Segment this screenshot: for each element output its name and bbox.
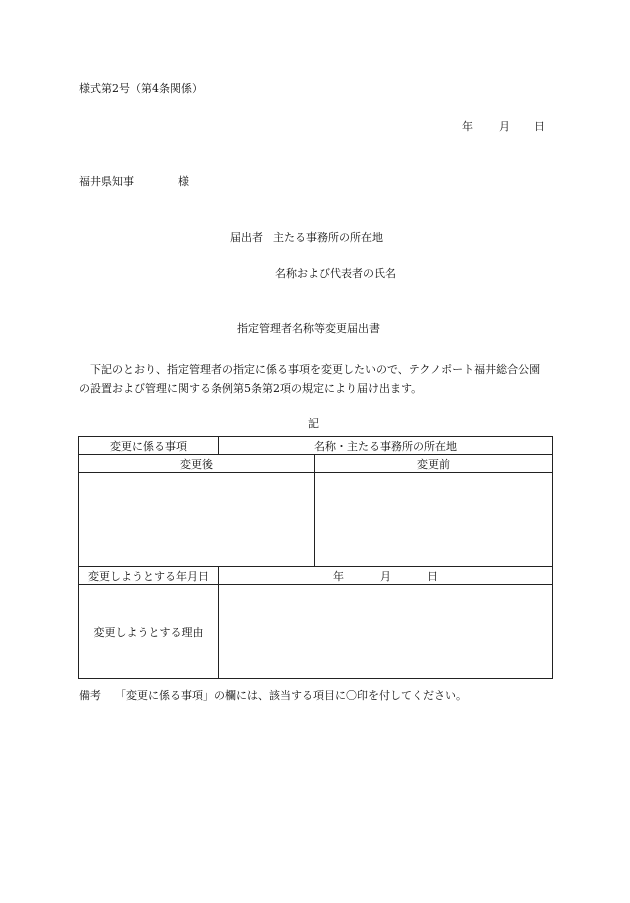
table-row: [79, 567, 553, 585]
remarks-label: 備考: [79, 689, 101, 702]
date-year-label: 年: [462, 120, 473, 133]
table-row: [79, 455, 553, 473]
applicant-label: 届出者: [230, 231, 263, 244]
before-value-cell[interactable]: [315, 473, 553, 567]
table-row: [79, 473, 553, 567]
office-location-label: 主たる事務所の所在地: [273, 231, 383, 244]
addressee-name: 福井県知事: [79, 175, 134, 188]
date-value-cell[interactable]: [219, 567, 553, 585]
change-details-table: [78, 436, 553, 679]
remarks: [79, 690, 467, 701]
after-label-cell: 変更後: [79, 455, 315, 473]
form-number: 様式第2号（第4条関係）: [79, 82, 203, 95]
table-row: [79, 437, 553, 455]
addressee-honorific: 様: [178, 175, 189, 188]
before-label-cell: 変更前: [315, 455, 553, 473]
document-title: 指定管理者名称等変更届出書: [237, 322, 380, 335]
date-day-label: 日: [534, 120, 545, 133]
submission-date: [462, 121, 545, 132]
after-value-cell[interactable]: [79, 473, 315, 567]
representative-name-label: 名称および代表者の氏名: [275, 267, 396, 280]
table-row: [79, 585, 553, 679]
table-date-day: 日: [427, 569, 438, 583]
item-value-cell: 名称・主たる事務所の所在地: [219, 437, 553, 455]
date-label-cell: 変更しようとする年月日: [79, 567, 219, 585]
date-month-label: 月: [499, 120, 510, 133]
addressee: [79, 176, 189, 187]
table-date-month: 月: [380, 569, 391, 583]
item-label-cell: 変更に係る事項: [79, 437, 219, 455]
body-text: 下記のとおり、指定管理者の指定に係る事項を変更したいので、テクノポート福井総合公園の設置および管理に関する条例第5条第2項の規定により届け出ます。: [79, 363, 541, 395]
reason-label-cell: 変更しようとする理由: [79, 585, 219, 679]
table-date-year: 年: [333, 569, 344, 583]
ki-heading: 記: [308, 417, 319, 430]
applicant-address-line: [230, 232, 383, 243]
remarks-text: 「変更に係る事項」の欄には、該当する項目に〇印を付してください。: [115, 689, 467, 702]
reason-value-cell[interactable]: [219, 585, 553, 679]
